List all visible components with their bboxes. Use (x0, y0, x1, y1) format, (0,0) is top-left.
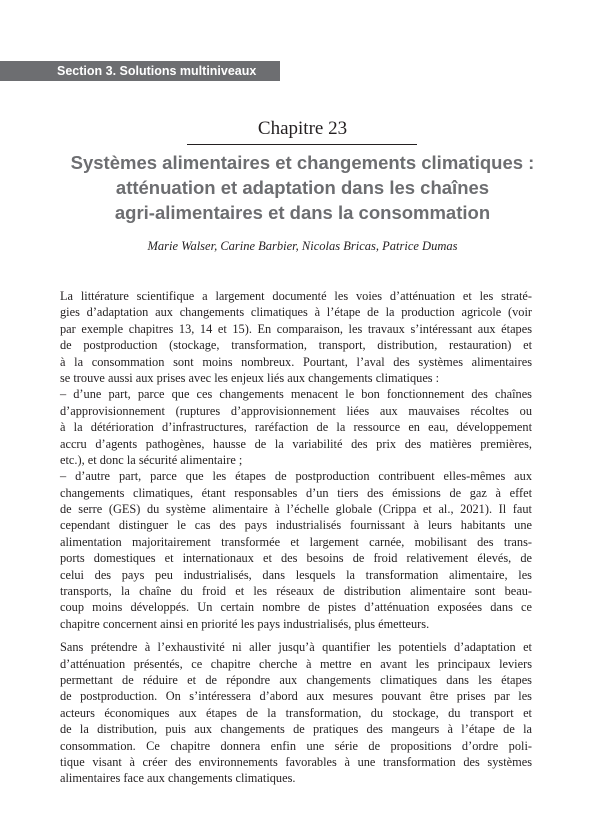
text-line: cependant distinguer le cas des pays industrialisés fournissant à leurs habitants une (60, 518, 532, 533)
text-line: gies d’adaptation aux changements climatiques à l’étape de la production agricole (voir (60, 305, 532, 320)
text-line: permettant de réduire et de répondre aux changements climatiques dans les étapes (60, 672, 532, 687)
text-line: alimentaires face aux changements climatiques. (60, 771, 296, 786)
paragraph-2 (60, 639, 532, 787)
text-line: consommation. Ce chapitre donnera enfin une série de propositions d’ordre poli- (60, 738, 532, 753)
text-line: changements climatiques, étant responsables d’un tiers des émissions de gaz à effet (60, 485, 532, 500)
chapter-title (40, 150, 565, 225)
text-line: à la consommation sont moins nombreux. Pourtant, l’aval des systèmes alimentaires (60, 354, 532, 369)
title-line: agri-alimentaires et dans la consommation (114, 202, 491, 223)
text-line: de la distribution, puis aux changements de pratiques des mangeurs à l’étape de la (60, 722, 532, 737)
text-line: de serre (GES) du système alimentaire à l’échelle globale (Crippa et al., 2021). Il faut (60, 502, 532, 517)
text-line: par exemple chapitres 13, 14 et 15). En comparaison, les travaux s’intéressant aux étapes (60, 321, 532, 336)
authors: Marie Walser, Carine Barbier, Nicolas Bricas, Patrice Dumas (147, 239, 458, 253)
chapter-divider (187, 144, 417, 145)
title-line: Systèmes alimentaires et changements climatiques : (70, 152, 535, 173)
text-line: La littérature scientifique a largement documenté les voies d’atténuation et les straté- (60, 289, 532, 303)
text-line: d’atténuation présentés, ce chapitre cherche à mettre en avant les principaux leviers (60, 656, 532, 671)
text-line: tique visant à créer des environnements favorables à une transformation des systèmes (60, 754, 532, 769)
paragraph-1 (60, 288, 532, 632)
text-line: accru d’agents pathogènes, hausse de la variabilité des prix des matières premières, (60, 436, 532, 451)
chapter-label: Chapitre 23 (257, 118, 348, 139)
paragraph-gap (60, 632, 532, 639)
text-line: alimentation majoritairement transformée et largement carnée, mobilisant des trans- (60, 534, 532, 549)
text-line: de postproduction (stockage, transformation, transport, distribution, restauration) et (60, 338, 532, 353)
text-line: transports, la chaîne du froid et les réseaux de distribution alimentaire sont beau- (60, 584, 532, 599)
section-header: Section 3. Solutions multiniveaux (0, 61, 280, 81)
text-line: ports domestiques et internationaux et des besoins de froid relativement élevés, de (60, 551, 532, 566)
text-line: d’approvisionnement (ruptures d’approvisionnement liées aux mauvaises récoltes ou (60, 403, 532, 418)
text-line: celui des pays peu industrialisés, dans lesquels la transformation alimentaire, les (60, 567, 532, 582)
title-line: atténuation et adaptation dans les chaînes (115, 177, 490, 198)
text-line: Sans prétendre à l’exhaustivité ni aller jusqu’à quantifier les potentiels d’adaptation et (60, 640, 532, 655)
body-text (60, 288, 532, 787)
text-line: etc.), et donc la sécurité alimentaire ; (60, 452, 243, 467)
text-line: – d’une part, parce que ces changements menacent le bon fonctionnement des chaînes (60, 387, 532, 402)
text-line: de postproduction. On s’intéressera d’abord aux mesures pouvant être prises par les (60, 689, 532, 704)
text-line: à la détérioration d’infrastructures, raréfaction de la ressource en eau, développement (60, 420, 532, 435)
text-line: – d’autre part, parce que les étapes de postproduction contribuent elles-mêmes aux (60, 469, 532, 484)
text-line: coup moins développés. Un certain nombre de pistes d’atténuation exposées dans ce (60, 600, 532, 615)
text-line: se trouve aussi aux prises avec les enjeux liés aux changements climatiques : (60, 370, 440, 385)
text-line: acteurs économiques aux étapes de la transformation, du stockage, du transport et (60, 705, 532, 720)
text-line: chapitre concernent ainsi en priorité les pays industrialisés, plus émetteurs. (60, 616, 430, 631)
